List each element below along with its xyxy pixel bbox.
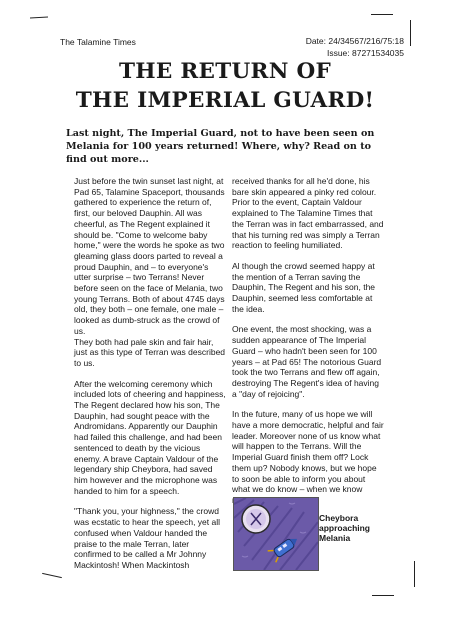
lead-paragraph: Last night, The Imperial Guard, not to have been seen on Melania for 100 years returned! Where, why? Read on to find out more... <box>66 128 375 165</box>
article-paragraph: "Thank you, your highness," the crowd was ecstatic to hear the speech, yet all confused when Valdour handed the praise to the male Terran, later confirmed to be called a Mr Johnny Mackintosh! When Mackintosh <box>74 506 220 570</box>
pen-mark <box>42 573 62 578</box>
pen-mark <box>30 17 48 19</box>
left-column <box>74 176 226 581</box>
right-column <box>232 176 384 516</box>
pen-mark <box>371 14 393 15</box>
issue-line: Issue: 87271534035 <box>326 48 404 58</box>
article-paragraph: They both had pale skin and fair hair, just as this type of Terran was described to us. <box>74 336 226 368</box>
date-line: Date: 24/34567/216/75:18 <box>305 36 404 46</box>
space-scene-illustration <box>234 498 318 570</box>
article-paragraph: In the future, many of us hope we will have a more democratic, helpful and fair leader. Moreover none of us know what will happen to the Terrans. Will the Imperial Guard finish them off? Lock them up? Nobody knows, but we hope to soon be able to inform you about what we do know – when we know <box>232 409 384 495</box>
illustration-drawing <box>233 497 319 571</box>
pen-mark <box>372 595 394 596</box>
issue-info <box>306 35 404 59</box>
headline-line-1: THE RETURN OF <box>118 59 332 84</box>
headline-line-2: THE IMPERIAL GUARD! <box>75 88 375 113</box>
article-paragraph: Al though the crowd seemed happy at the mention of a Terran saving the Dauphin, The Regent and his son, the Dauphin, seemed less comfortable at the idea. <box>232 260 376 314</box>
article-paragraph: One event, the most shocking, was a sudden appearance of The Imperial Guard – who hadn't been seen for 100 years – at Pad 65! The notorious Guard took the two Terrans and flew off again, destroying The Regent's idea of having a "day of rejoicing". <box>232 324 382 399</box>
pen-mark <box>414 561 415 587</box>
headline <box>0 57 450 115</box>
publication-name: The Talamine Times <box>60 37 136 47</box>
article-paragraph: received thanks for all he'd done, his bare skin appeared a pinky red colour. Prior to the event, Captain Valdour explained to The Talamine Times that the Terran was in fact embarrassed, and that his turning red was simply a Terran reaction to feeling humiliated. <box>232 176 384 251</box>
pen-mark <box>410 20 411 46</box>
article-paragraph: Just before the twin sunset last night, at Pad 65, Talamine Spaceport, thousands gathered to experience the return of, first, our beloved Dauphin. All was cheerful, as The Regent explained it should be. "Come to welcome baby home," were the words he spoke as two gleaming glass doors parted to reveal a proud Dauphin, and – to everyone's utter surprise – two Terrans! Never before seen on the face of Melania, two young Terrans. Both of about 4745 days old, they both – one female, one male – looked as dumb-struck as the crowd of us. <box>74 176 225 336</box>
illustration-caption: Cheybora approaching Melania <box>319 513 371 543</box>
article-paragraph: After the welcoming ceremony which included lots of cheering and happiness, The Regent declared how his son, The Dauphin, had sought peace with the Andromidans. Apparently our Dauphin had failed this challenge, and had been sentenced to death by the vicious enemy. A brave Captain Valdour of the legendary ship Cheybora, had saved him however and the microphone was handed to him for a speech. <box>74 378 226 496</box>
